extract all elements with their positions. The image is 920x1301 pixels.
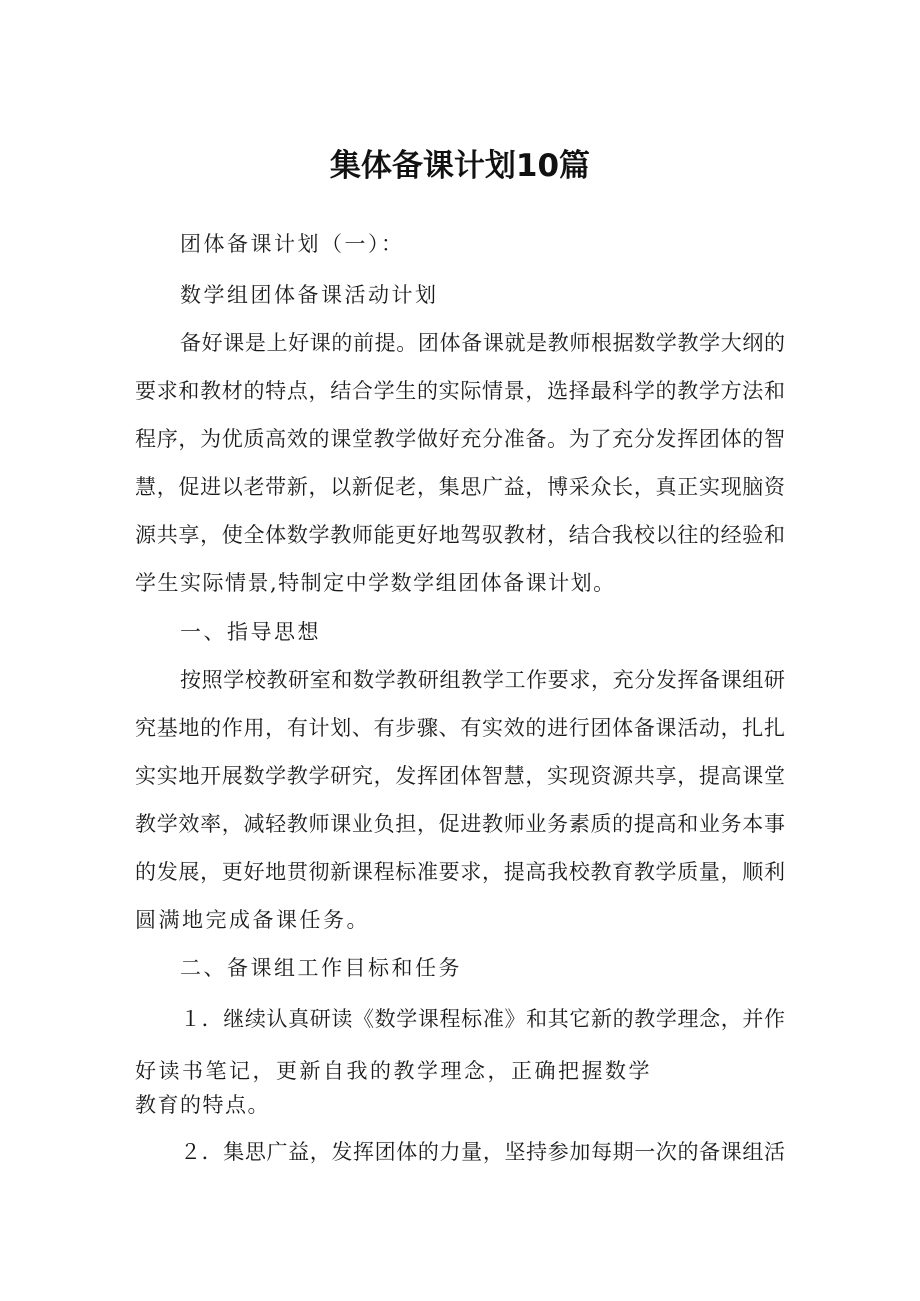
paragraph-line: 学生实际情景,特制定中学数学组团体备课计划。 [135, 571, 616, 595]
paragraph-line: 教学效率，减轻教师课业负担，促进教师业务素质的提高和业务本事 [135, 812, 785, 836]
list-item-line: １．继续认真研读《数学课程标准》和其它新的教学理念，并作 [180, 1007, 785, 1031]
paragraph-line: 备好课是上好课的前提。团体备课就是教师根据数学教学大纲的 [180, 331, 785, 355]
list-item-line: 教育的特点。 [135, 1093, 270, 1117]
subtitle-activity-plan: 数学组团体备课活动计划 [180, 283, 439, 307]
list-item-line: ２．集思广益，发挥团体的力量，坚持参加每期一次的备课组活 [180, 1140, 785, 1164]
paragraph-line: 究基地的作用，有计划、有步骤、有实效的进行团体备课活动，扎扎 [135, 716, 785, 740]
paragraph-line: 的发展，更好地贯彻新课程标准要求，提高我校教育教学质量，顺利 [135, 860, 785, 884]
paragraph-line: 实实地开展数学教学研究，发挥团体智慧，实现资源共享，提高课堂 [135, 764, 785, 788]
section-heading-goals-tasks: 二、备课组工作目标和任务 [180, 956, 462, 980]
section-heading-guiding-ideology: 一、指导思想 [180, 620, 321, 644]
paragraph-line: 要求和教材的特点，结合学生的实际情景，选择最科学的教学方法和 [135, 379, 785, 403]
paragraph-line: 慧，促进以老带新，以新促老，集思广益，博采众长，真正实现脑资 [135, 475, 785, 499]
section-heading-plan-one: 团体备课计划（一）： [180, 232, 405, 256]
paragraph-line: 圆满地完成备课任务。 [135, 908, 370, 932]
paragraph-line: 按照学校教研室和数学教研组教学工作要求，充分发挥备课组研 [180, 668, 785, 692]
paragraph-line: 程序，为优质高效的课堂教学做好充分准备。为了充分发挥团体的智 [135, 427, 785, 451]
document-title: 集体备课计划10篇 [329, 148, 591, 184]
list-item-line: 好读书笔记，更新自我的教学理念，正确把握数学 [135, 1059, 652, 1083]
paragraph-line: 源共享，使全体数学教师能更好地驾驭教材，结合我校以往的经验和 [135, 523, 785, 547]
